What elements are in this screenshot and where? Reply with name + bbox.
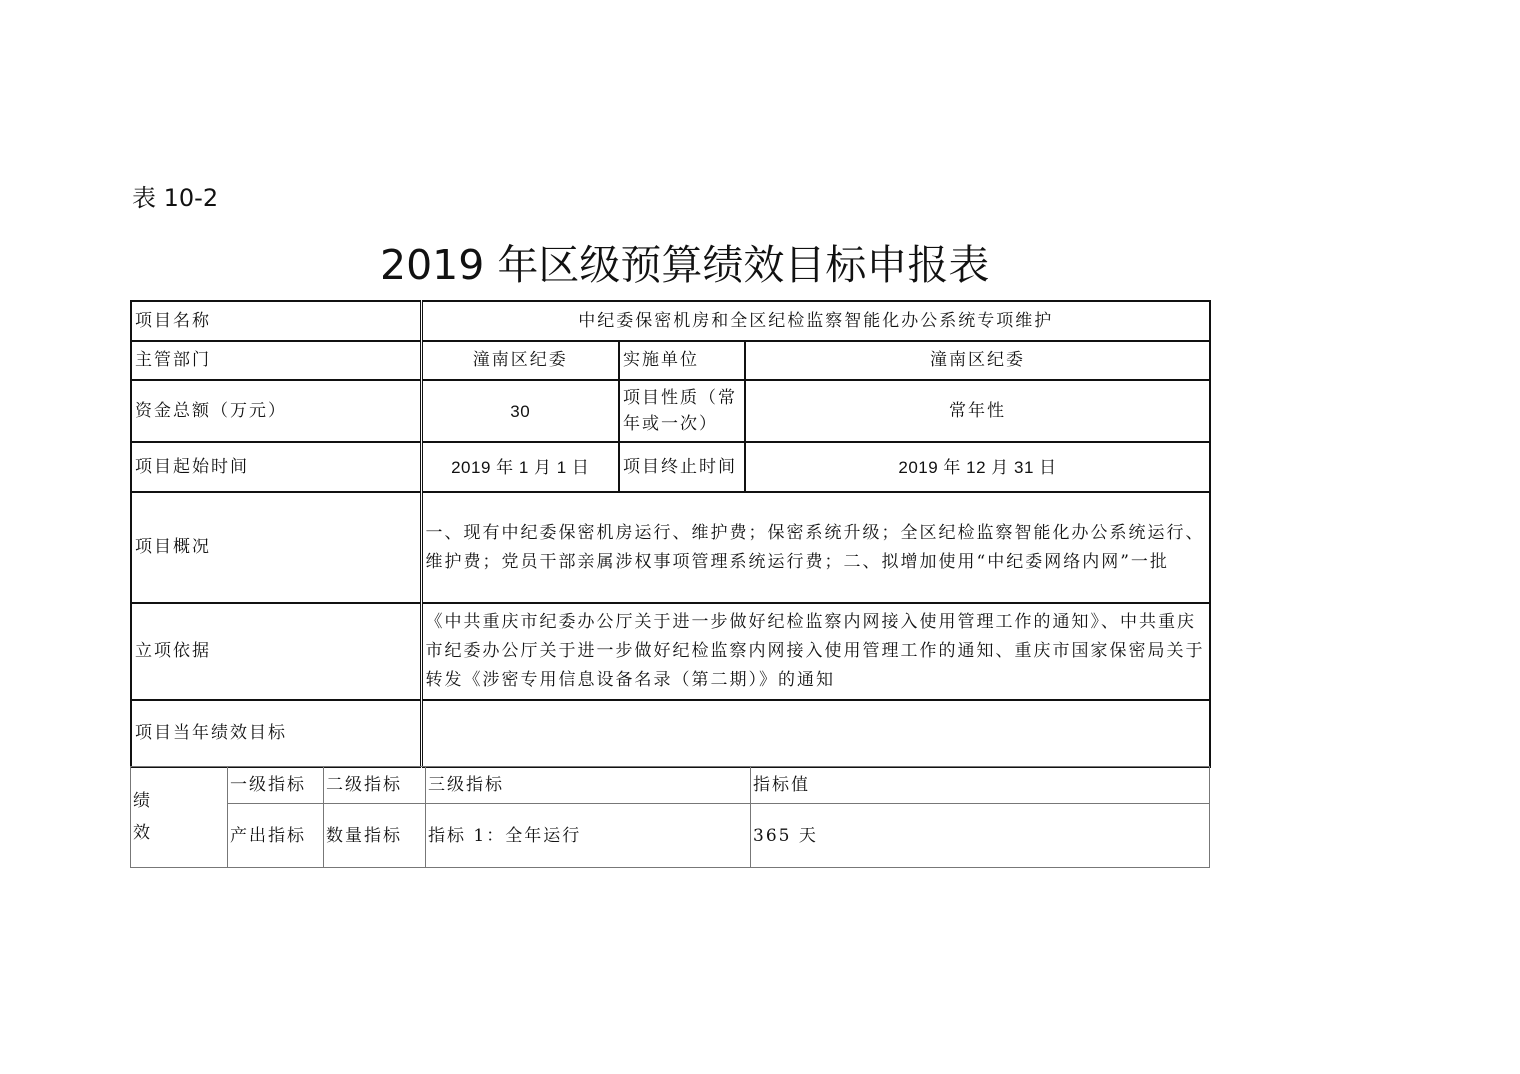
overview-value: 一、现有中纪委保密机房运行、维护费；保密系统升级；全区纪检监察智能化办公系统运行、维护费；党员干部亲属涉权事项管理系统运行费；二、拟增加使用“中纪委网络内网”一批 <box>421 492 1210 603</box>
indicator-level2: 数量指标 <box>324 804 426 868</box>
header-value: 指标值 <box>751 767 1210 804</box>
row-department <box>131 341 1210 380</box>
indicator-level1: 产出指标 <box>228 804 324 868</box>
row-annual-goal <box>131 700 1210 767</box>
project-name-value: 中纪委保密机房和全区纪检监察智能化办公系统专项维护 <box>421 301 1210 341</box>
basis-value: 《中共重庆市纪委办公厅关于进一步做好纪检监察内网接入使用管理工作的通知》、中共重庆市纪委办公厅关于进一步做好纪检监察内网接入使用管理工作的通知、重庆市国家保密局关于转发《涉密专用信息设备名录（第二期）》的通知 <box>421 603 1210 700</box>
implementer-value: 潼南区纪委 <box>745 341 1210 380</box>
department-value: 潼南区纪委 <box>421 341 619 380</box>
implementer-label: 实施单位 <box>619 341 745 380</box>
header-level1: 一级指标 <box>228 767 324 804</box>
annual-goal-label: 项目当年绩效目标 <box>131 700 421 767</box>
table-number: 表 10-2 <box>132 184 219 212</box>
project-name-label: 项目名称 <box>131 301 421 341</box>
row-time <box>131 442 1210 492</box>
table-row <box>131 804 1210 868</box>
indicator-level3: 指标 1：全年运行 <box>426 804 751 868</box>
row-overview <box>131 492 1210 603</box>
document-title: 2019 年区级预算绩效目标申报表 <box>380 241 990 289</box>
total-funds-value: 30 <box>421 380 619 442</box>
start-time-value: 2019 年 1 月 1 日 <box>421 442 619 492</box>
total-funds-label: 资金总额（万元） <box>131 380 421 442</box>
performance-indicator-table <box>130 766 1210 868</box>
indicator-value: 365 天 <box>751 804 1210 868</box>
project-nature-value: 常年性 <box>745 380 1210 442</box>
overview-label: 项目概况 <box>131 492 421 603</box>
performance-section-label: 绩效 <box>131 767 228 868</box>
indicator-header-row <box>131 767 1210 804</box>
row-funds <box>131 380 1210 442</box>
basis-label: 立项依据 <box>131 603 421 700</box>
row-project-name <box>131 301 1210 341</box>
project-nature-label: 项目性质（常年或一次） <box>619 380 745 442</box>
project-info-table <box>130 300 1211 768</box>
end-time-label: 项目终止时间 <box>619 442 745 492</box>
header-level2: 二级指标 <box>324 767 426 804</box>
header-level3: 三级指标 <box>426 767 751 804</box>
start-time-label: 项目起始时间 <box>131 442 421 492</box>
annual-goal-value <box>421 700 1210 767</box>
row-basis <box>131 603 1210 700</box>
end-time-value: 2019 年 12 月 31 日 <box>745 442 1210 492</box>
department-label: 主管部门 <box>131 341 421 380</box>
